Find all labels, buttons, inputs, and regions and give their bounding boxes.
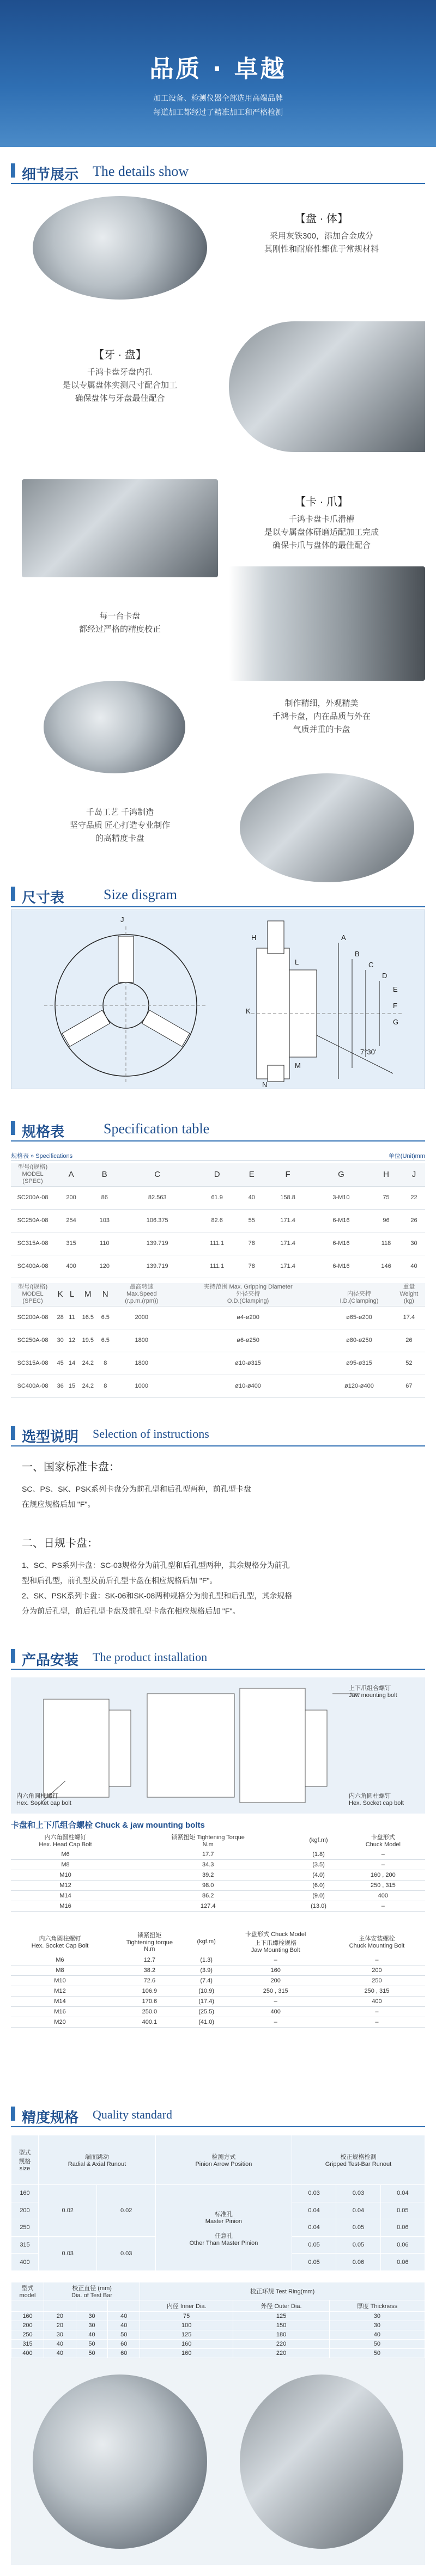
- detail-calibration: [0, 566, 436, 681]
- dim-label: C: [368, 961, 374, 969]
- table-row: 160 20 30 40 75 125 30: [11, 2312, 425, 2321]
- install-table-title: 卡盘和上下爪组合螺栓 Chuck & jaw mounting bolts: [11, 1821, 205, 1830]
- size-diagram: [11, 909, 425, 1089]
- table-row: SC315A-08 315 110 139.719 111.1 78 171.4 6-M16 118 30: [11, 1232, 425, 1255]
- chuck-side-image: [240, 773, 414, 882]
- other-pinion-label: 任意孔 Other Than Master Pinion: [189, 2232, 258, 2247]
- jaws-image: [22, 479, 218, 577]
- section-title-cn: 精度规格: [22, 2109, 79, 2126]
- table-row: 400 0.05 0.06 0.06: [11, 2254, 425, 2271]
- dim-label: E: [393, 985, 398, 993]
- table-row: M10 39.2 (4.0) 160 , 200: [11, 1870, 425, 1881]
- table-subheader-row: 内径 Inner Dia. 外径 Outer Dia. 厚度 Thickness: [11, 2300, 425, 2312]
- spec-sub-left: 规格表 » Specifications: [11, 1153, 73, 1159]
- section-bar: [11, 163, 15, 178]
- dim-label: B: [355, 950, 360, 958]
- table-row: SC200A-08 28 11 16.5 6.5 2000 ø4-ø200 ø65-ø200 17.4: [11, 1306, 425, 1329]
- table-header-row: 型式 规格 size 端面跳动 Radial & Axial Runout 检测方式 Pinion Arrow Position 校正规格检测 Gripped Test-Bar Runout: [11, 2135, 425, 2185]
- table-row: SC250A-08 30 12 19.5 6.5 1800 ø6-ø250 ø80-ø250 26: [11, 1329, 425, 1352]
- table-row: 200 20 30 40 100 150 30: [11, 2321, 425, 2330]
- detail-text: 每一台卡盘 都经过严格的精度校正: [78, 612, 161, 634]
- table-row: 250 30 40 50 125 180 40: [11, 2330, 425, 2340]
- table-row: M14 86.2 (9.0) 400: [11, 1891, 425, 1901]
- detail-chuck-body: [0, 191, 436, 310]
- spec-table-1: [11, 1163, 425, 1278]
- size-diagram-svg: [11, 910, 426, 1090]
- table-row: SC400A-08 36 15 24.2 8 1000 ø10-ø400 ø120-ø400 67: [11, 1375, 425, 1397]
- quality-table-1: [11, 2135, 425, 2271]
- spec-sub-right: 单位(Unit)mm: [388, 1153, 425, 1159]
- chuck-front-image: [44, 681, 185, 773]
- table-header-row: 内六角圆柱螺钉 Hex. Socket Cap Bolt 锁紧扭矩 Tightening torque N.m (kgf.m) 卡盘形式 Chuck Model 上下爪螺栓规格 Jaw Mounting Bolt 主体安装螺栓 Chuck Mounting Bolt: [31, 1931, 405, 1954]
- install-header: [0, 1639, 436, 1672]
- master-pinion-label: 标准孔 Master Pinion: [205, 2211, 243, 2225]
- selection-header: [0, 1416, 436, 1449]
- quality-header: [0, 2097, 436, 2129]
- chuck-body-image: [33, 196, 207, 300]
- dim-label: H: [251, 933, 257, 942]
- dim-label: M: [295, 1061, 301, 1070]
- dim-label: K: [246, 1007, 251, 1015]
- table-row: M12 106.9 (10.9) 250 , 315 250 , 315: [11, 1986, 425, 1997]
- table-header-row: 型式 model 校正直径 (mm) Dia. of Test Bar 校正环规 Test Ring(mm): [11, 2282, 425, 2300]
- size-header: [0, 877, 436, 909]
- chuck-test-image-2: [240, 2374, 403, 2549]
- detail-scroll-plate: [0, 321, 436, 457]
- table-row: M6 17.7 (1.8) –: [11, 1849, 425, 1860]
- table-row: M20 400.1 (41.0) – –: [11, 2017, 425, 2028]
- table-header-row: 型号/(规格) MODEL (SPEC) A B C D E F G H J: [11, 1163, 425, 1186]
- quality-table-2: [11, 2282, 425, 2358]
- dim-label: G: [393, 1018, 399, 1026]
- table-row: SC200A-08 200 86 82.563 61.9 40 158.8 3-M10 75 22: [11, 1186, 425, 1209]
- section-bar: [11, 1426, 15, 1440]
- spec-table-2: [11, 1283, 425, 1398]
- calibration-image: [229, 566, 425, 681]
- section-title-cn: 选型说明: [22, 1429, 79, 1445]
- section-title-cn: 规格表: [22, 1124, 65, 1140]
- section-underline: [11, 2126, 425, 2127]
- table-row: M16 127.4 (13.0) –: [11, 1901, 425, 1912]
- section-title-cn: 尺寸表: [22, 889, 65, 906]
- table-row: 315 0.03 0.03 0.05 0.05 0.06: [11, 2236, 425, 2254]
- detail-jaws: [0, 468, 436, 583]
- dim-label: L: [295, 958, 299, 966]
- hero-banner: [0, 0, 436, 147]
- dim-label: 7°30': [360, 1048, 377, 1056]
- section-underline: [11, 906, 425, 907]
- table-header-row: 内六角圆柱螺钉 Hex. Head Cap Bolt 锁紧扭矩 Tightening Torque N.m (kgf.m) 卡盘形式 Chuck Model: [39, 1834, 401, 1848]
- table-row: SC400A-08 400 120 139.719 111.1 78 171.4 6-M16 146 40: [11, 1255, 425, 1278]
- jaw-bolt-label: 上下爪组合螺钉 Jaw mounting bolt: [349, 1685, 397, 1699]
- section-title-en: Selection of instructions: [93, 1427, 209, 1440]
- section-underline: [11, 1445, 425, 1446]
- section-underline: [11, 183, 425, 184]
- detail-text: 【卡 · 爪】 千鸿卡盘卡爪滑槽 是以专属盘体研磨适配加工完成 确保卡爪与盘体的最佳配合: [264, 496, 379, 550]
- measurement-photo: [11, 2358, 425, 2565]
- table-row: SC315A-08 45 14 24.2 8 1800 ø10-ø315 ø95-ø315 52: [11, 1352, 425, 1375]
- detail-text: 千岛工艺 千鸿制造 坚守品质 匠心打造专业制作 的高精度卡盘: [69, 808, 171, 843]
- install-table-2: [11, 1928, 425, 2028]
- section-bar: [11, 887, 15, 901]
- table-row: M8 34.3 (3.5) –: [11, 1860, 425, 1870]
- section-title-cn: 产品安装: [22, 1652, 79, 1668]
- selection-national: 一、国家标准卡盘： SC、PS、SK、PSK系列卡盘分为前孔型和后孔型两种，前孔型卡盘 在规应规格后加 "F"。: [22, 1461, 251, 1509]
- section-bar: [11, 2107, 15, 2121]
- table-row: M10 72.6 (7.4) 200 250: [11, 1976, 425, 1986]
- table-row: 315 40 50 60 160 220 50: [11, 2340, 425, 2349]
- detail-text: 【盘 · 体】 采用灰铁300，添加合金成分 其刚性和耐磨性都优于常规材料: [264, 213, 379, 254]
- section-underline: [11, 1140, 425, 1142]
- detail-text: 制作精细，外观精美 千鸿卡盘，内在品质与外在 气质并重的卡盘: [272, 699, 371, 734]
- section-bar: [11, 1649, 15, 1663]
- table-row: 200 0.04 0.04 0.05: [11, 2202, 425, 2219]
- section-title-en: The details show: [93, 163, 189, 179]
- dim-label: D: [382, 972, 387, 980]
- table-row: M6 12.7 (1.3) – –: [11, 1955, 425, 1965]
- section-title-en: Quality standard: [93, 2108, 173, 2121]
- scroll-plate-image: [229, 321, 425, 452]
- spec-subbar: [11, 1149, 425, 1161]
- detail-appearance: [0, 675, 436, 779]
- detail-craft: [0, 773, 436, 882]
- dim-label: F: [393, 1002, 397, 1010]
- table-row: M8 38.2 (3.9) 160 200: [11, 1965, 425, 1976]
- dim-label: A: [341, 933, 346, 942]
- selection-japanese: 二、日规卡盘： 1、SC、PS系列卡盘：SC-03规格分为前孔型和后孔型两种，其余规格分为前孔 型和后孔型，前孔型及前后孔型卡盘在相应规格后加 "F"。 2、SK、PSK系列卡盘：SK-06和SK-08两种规格分为前孔型和后孔型，其余规格 分为前后孔型，前后孔型卡盘及前孔型卡盘在相应规格后加 "F"。: [22, 1537, 293, 1615]
- install-drawing: [11, 1677, 425, 1814]
- section-title-en: The product installation: [93, 1650, 208, 1664]
- hero-title: 品质 · 卓越: [149, 55, 287, 83]
- section-title-en: Specification table: [104, 1121, 210, 1137]
- section-title-en: Size disgram: [104, 887, 178, 902]
- install-table-1: [11, 1831, 425, 1912]
- hero-line-1: 加工设备、检测仪器全部选用高端品牌: [153, 94, 283, 102]
- table-row: SC250A-08 254 103 106.375 82.6 55 171.4 6-M16 96 26: [11, 1209, 425, 1232]
- table-row: M14 170.6 (17.4) – 400: [11, 1997, 425, 2007]
- table-header-row: 型号/(规格) MODEL (SPEC) K L M N 最高转速 Max.Speed (r.p.m.(rpm)) 夹持范围 Max. Gripping Diameter 外径夹持 O.D.(Clamping) 内径夹持 I.D.(Clamping) 重量 Weight (kg): [11, 1283, 425, 1306]
- dim-label: N: [262, 1081, 268, 1089]
- hex-bolt-label-left: 内六角圆柱螺钉 Hex. Socket cap bolt: [16, 1793, 71, 1806]
- chuck-test-image: [33, 2374, 207, 2549]
- hex-bolt-label-right: 内六角圆柱螺钉 Hex. Socket cap bolt: [349, 1793, 404, 1806]
- dim-label: J: [120, 915, 124, 924]
- table-row: M16 250.0 (25.5) 400 –: [11, 2007, 425, 2017]
- table-row: 400 40 50 60 160 220 50: [11, 2349, 425, 2358]
- table-row: M12 98.0 (6.0) 250 , 315: [11, 1881, 425, 1891]
- spec-header: [0, 1111, 436, 1144]
- section-underline: [11, 1669, 425, 1670]
- section-bar: [11, 1121, 15, 1135]
- table-row: 250 0.04 0.05 0.06: [11, 2219, 425, 2237]
- hero-line-2: 每道加工都经过了精准加工和严格检测: [153, 108, 283, 117]
- detail-text: 【牙 · 盘】 千鸿卡盘牙盘内孔 是以专属盘体实测尺寸配合加工 确保盘体与牙盘最佳配合: [62, 349, 177, 403]
- details-header: [0, 154, 436, 186]
- section-title-cn: 细节展示: [22, 166, 79, 182]
- table-row: 160 0.02 0.02 标准孔 Master Pinion 任意孔 Other Than Master Pinion 0.03 0.03 0.04: [11, 2185, 425, 2202]
